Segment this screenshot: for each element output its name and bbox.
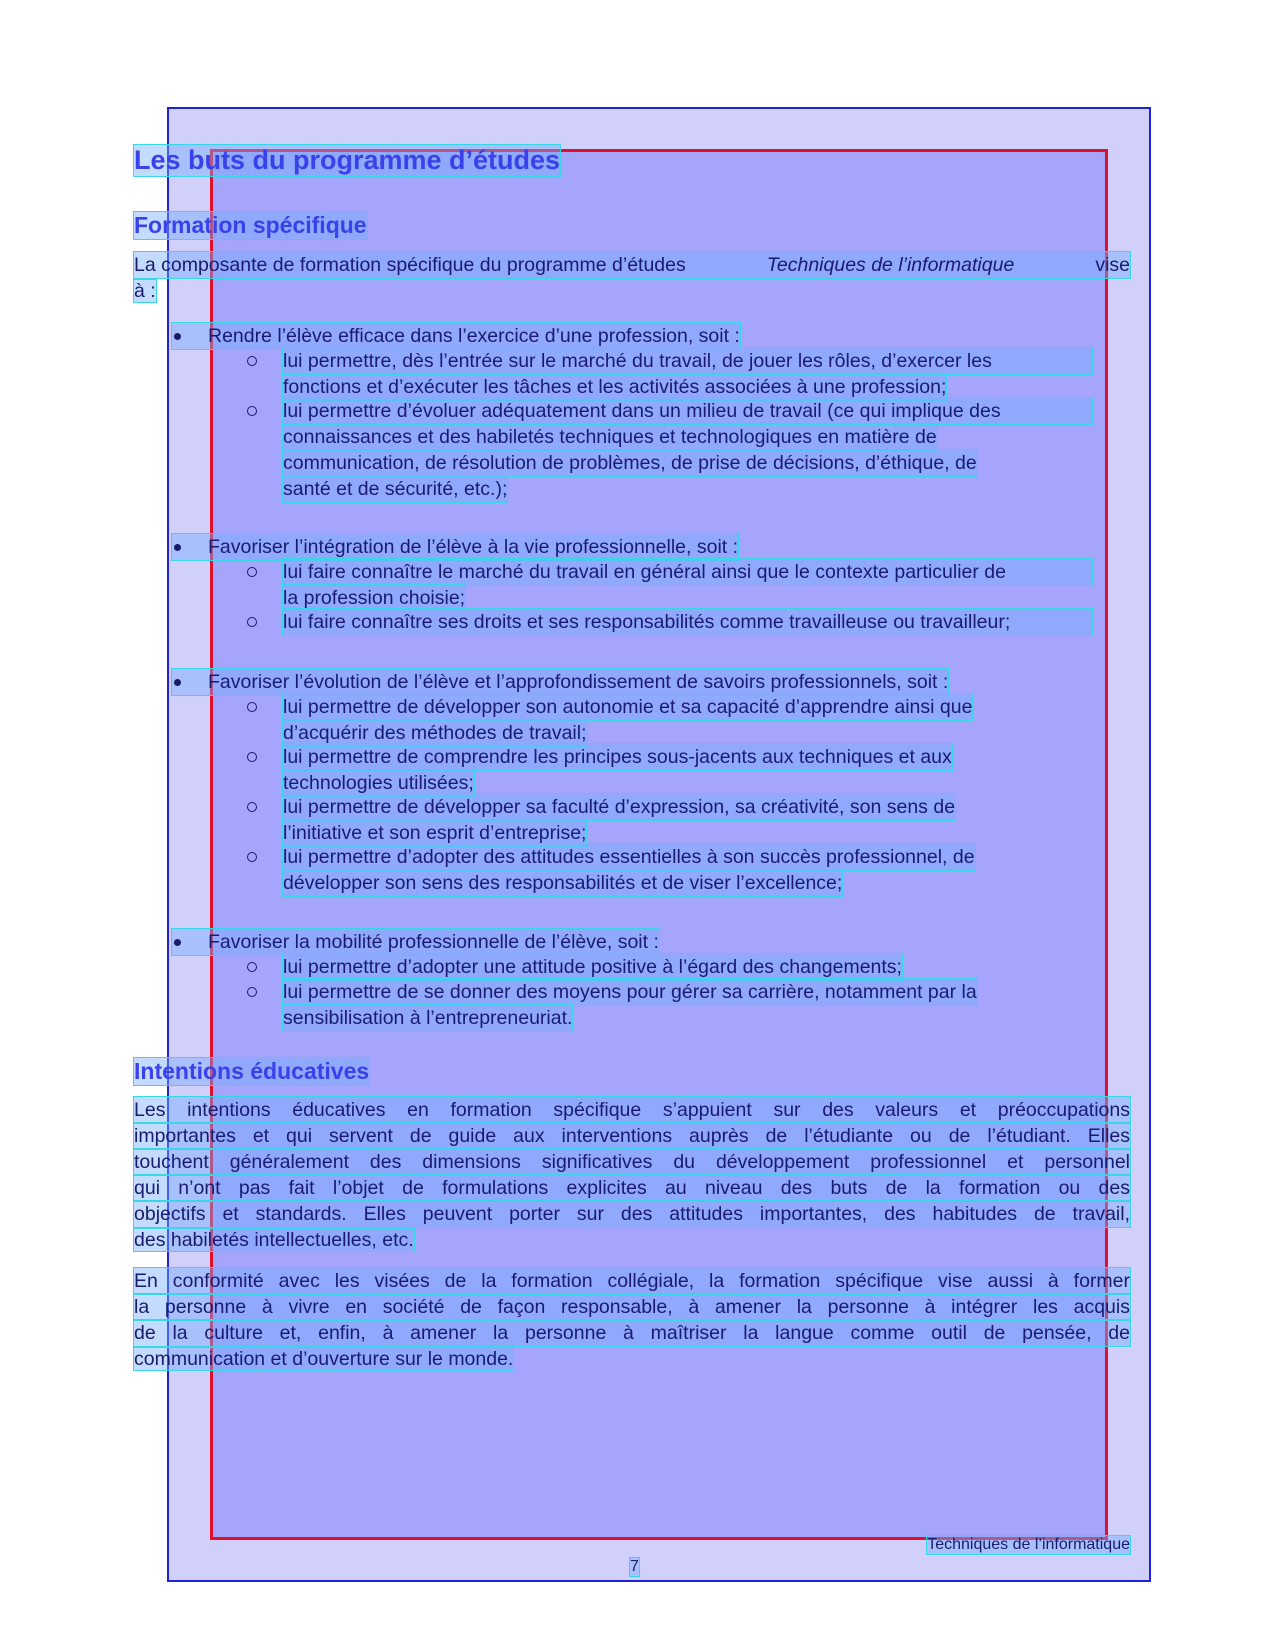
intro-paragraph (134, 252, 1130, 304)
page-title: Les buts du programme d’études (134, 145, 561, 175)
sub-item-4-1: lui permettre d’adopter une attitude positive à l’égard des changements; (283, 956, 902, 978)
sub-item-1-1: lui permettre, dès l’entrée sur le marché du travail, de jouer les rôles, d’exercer les fonctions et d’exécuter les tâches et les activités associées à une profession; (246, 348, 1092, 400)
sub-item-3-3: lui permettre de développer sa faculté d’expression, sa créativité, son sens de l’initiative et son esprit d’entreprise; (283, 796, 956, 844)
intentions-paragraph-1: Les intentions éducatives en formation spécifique s’appuient sur des valeurs et préoccupations importantes et qui servent de guide aux interventions auprès de l’étudiante ou de l’étudiant. Elles touchent généralement des dimensions significatives du développement professionnel et personnel qui n’ont pas fait l’objet de formulations explicites au niveau des buts de la formation ou des objectifs et standards. Elles peuvent porter sur des attitudes importantes, des habitudes de travail, des habiletés intellectuelles, etc. (134, 1099, 1130, 1251)
bullet-item-1: Rendre l’élève efficace dans l’exercice d’une profession, soit : (172, 323, 740, 349)
sub-item-3-1: lui permettre de développer son autonomie et sa capacité d’apprendre ainsi que d’acquérir des méthodes de travail; (283, 696, 973, 744)
intro-line-2: à : (134, 280, 156, 302)
sub-item-4-2: lui permettre de se donner des moyens pour gérer sa carrière, notamment par la sensibilisation à l’entrepreneuriat. (283, 981, 977, 1029)
bullet-icon (172, 537, 208, 559)
bullet-icon (172, 932, 208, 954)
sub-item-2-2: lui faire connaître ses droits et ses responsabilités comme travailleuse ou travailleur; (246, 609, 1092, 635)
sub-item-3-4: lui permettre d’adopter des attitudes essentielles à son succès professionnel, de développer son sens des responsabilités et de viser l’excellence; (283, 846, 975, 894)
program-name-italic: Techniques de l’informatique (766, 254, 1015, 276)
section-heading-formation: Formation spécifique (134, 212, 367, 238)
footer-program-name: Techniques de l’informatique (927, 1536, 1130, 1553)
intro-text: La composante de formation spécifique du programme d’études (134, 254, 686, 276)
bullet-icon (172, 672, 208, 694)
sub-item-3-2: lui permettre de comprendre les principes sous-jacents aux techniques et aux technologies utilisées; (283, 746, 952, 794)
bullet-item-4: Favoriser la mobilité professionnelle de l’élève, soit : (172, 929, 659, 955)
bullet-icon (172, 326, 208, 348)
bullet-item-2: Favoriser l’intégration de l’élève à la vie professionnelle, soit : (172, 534, 738, 560)
bullet-item-3: Favoriser l’évolution de l’élève et l’approfondissement de savoirs professionnels, soit : (172, 669, 948, 695)
sub-item-2-1: lui faire connaître le marché du travail en général ainsi que le contexte particulier de la profession choisie; (246, 559, 1092, 611)
page-number: 7 (630, 1558, 639, 1575)
sub-item-1-2: lui permettre d’évoluer adéquatement dans un milieu de travail (ce qui implique des connaissances et des habiletés techniques et technologiques en matière de communication, de résolution de problèmes, de prise de décisions, d’éthique, de santé et de sécurité, etc.); (246, 398, 1092, 502)
intro-text-end: vise (1095, 254, 1130, 276)
intro-line-1 (134, 252, 1130, 278)
intentions-paragraph-2: En conformité avec les visées de la formation collégiale, la formation spécifique vise aussi à former la personne à vivre en société de façon responsable, à amener la personne à intégrer les acquis de la culture et, enfin, à amener la personne à maîtriser la langue comme outil de pensée, de communication et d’ouverture sur le monde. (134, 1270, 1130, 1370)
section-heading-intentions: Intentions éducatives (134, 1058, 370, 1084)
